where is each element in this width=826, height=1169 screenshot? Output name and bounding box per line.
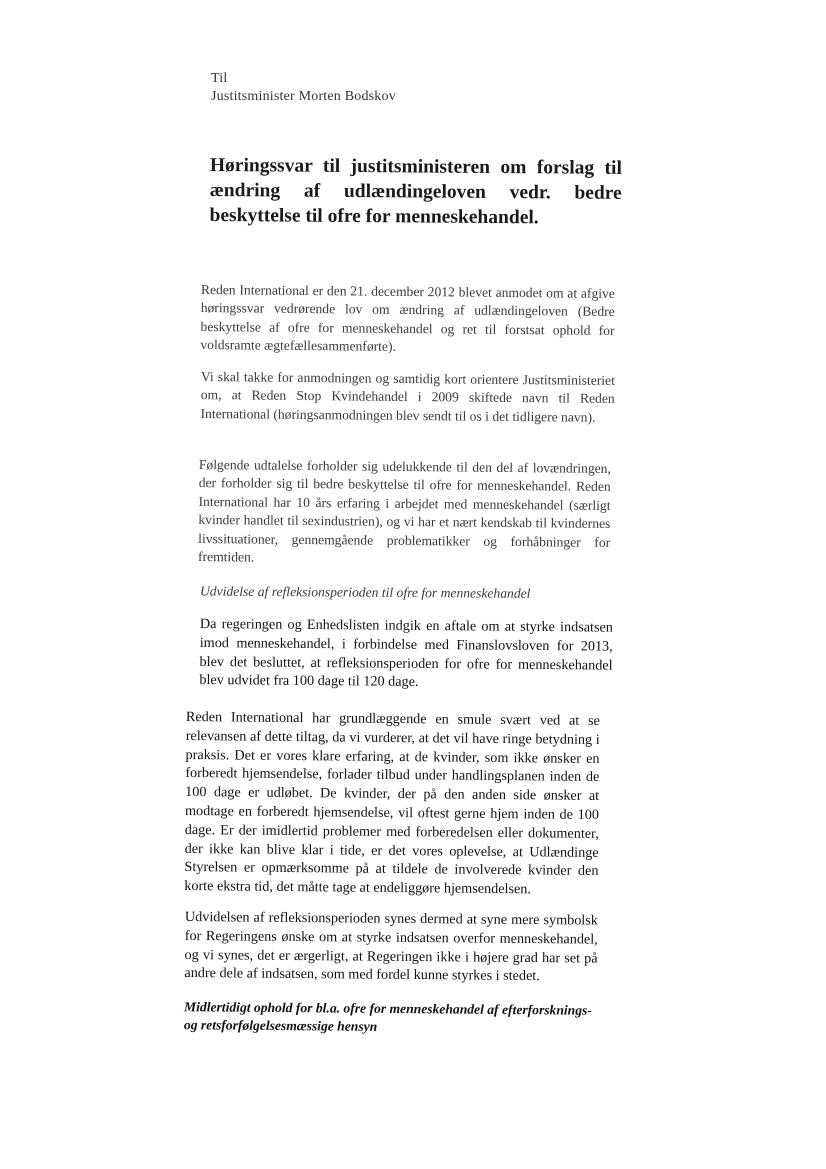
paragraph-scope: Følgende udtalelse forholder sig udelukkende til den del af lovændringen, der forholder sig til bedre beskyttelse til ofre for menneskehandel. Reden International har 10 års erfaring i arbejdet med menneskehandel (særligt kvinder handlet til sexindustrien), og vi har et nært kendskab til kvindernes livssituationer, gennemgående problematikker og forhåbninger for fremtiden. [197,456,611,565]
paragraph-symbolic: Udvidelsen af refleksionsperioden synes dermed at syne mere symbolsk for Regeringens ønske om at styrke indsatsen overfor menneskehandel, og vi synes, det er ærgerligt, at Regeringen ikke i højere grad har set på andre dele af indsatsen, som med fordel kunne styrkes i stedet. [184,908,598,985]
addressee-name: Justitsminister Morten Bodskov [211,89,396,104]
paragraph-agreement: Da regeringen og Enhedslisten indgik en aftale om at styrke indsatsen imod menneskehandel, i forbindelse med Finanslovsloven for 2013, blev det besluttet, at refleksionsperioden for ofre for menneskehandel blev udvidet fra 100 dage til 120 dage. [199,615,613,691]
paragraph-request: Reden International er den 21. december 2012 blevet anmodet om at afgive høringssvar vedrørende lov om ændring af udlændingeloven (Bedre beskyttelse af ofre for menneskehandel og ret til forstsat ophold for voldsramte ægtefællesammenførte). [200,281,615,355]
addressee-block [211,70,396,106]
section-heading-reflection-period: Udvidelse af refleksionsperioden til ofre for menneskehandel [199,583,531,601]
document-title: Høringssvar til justitsministeren om forslag til ændring af udlændingeloven vedr. bedre beskyttelse til ofre for menneskehandel. [209,154,622,229]
section-heading-temporary-residence: Midlertidigt ophold for bl.a. ofre for menneskehandel af efterforsknings- og retsforfølgelsesmæssige hensyn [183,999,592,1034]
paragraph-relevance: Reden International har grundlæggende en smule svært ved at se relevansen af dette tiltag, da vi vurderer, at det vil have ringe betydning i praksis. Det er vores klare erfaring, at de kvinder, som ikke ønsker en forberedt hjemsendelse, forlader tilbud under handlingsplanen inden de 100 dage er udløbet. De kvinder, der på den anden side ønsker at modtage en forberedt hjemsendelse, vil oftest gerne hjem inden de 100 dage. Er der imidlertid problemer med forberedelsen eller dokumenter, der ikke kan blive klar i tide, er det vores oplevelse, at Udlændinge Styrelsen er opmærksomme på at tildele de involverede kvinder den korte ekstra tid, det måtte tage at endeliggøre hjemsendelsen. [184,708,600,898]
addressee-to-label: Til [211,71,228,86]
paragraph-thanks: Vi skal takke for anmodningen og samtidig kort orientere Justitsministeriet om, at Reden Stop Kvindehandel i 2009 skiftede navn til Reden International (høringsanmodningen blev sendt til os i det tidligere navn). [200,368,615,425]
